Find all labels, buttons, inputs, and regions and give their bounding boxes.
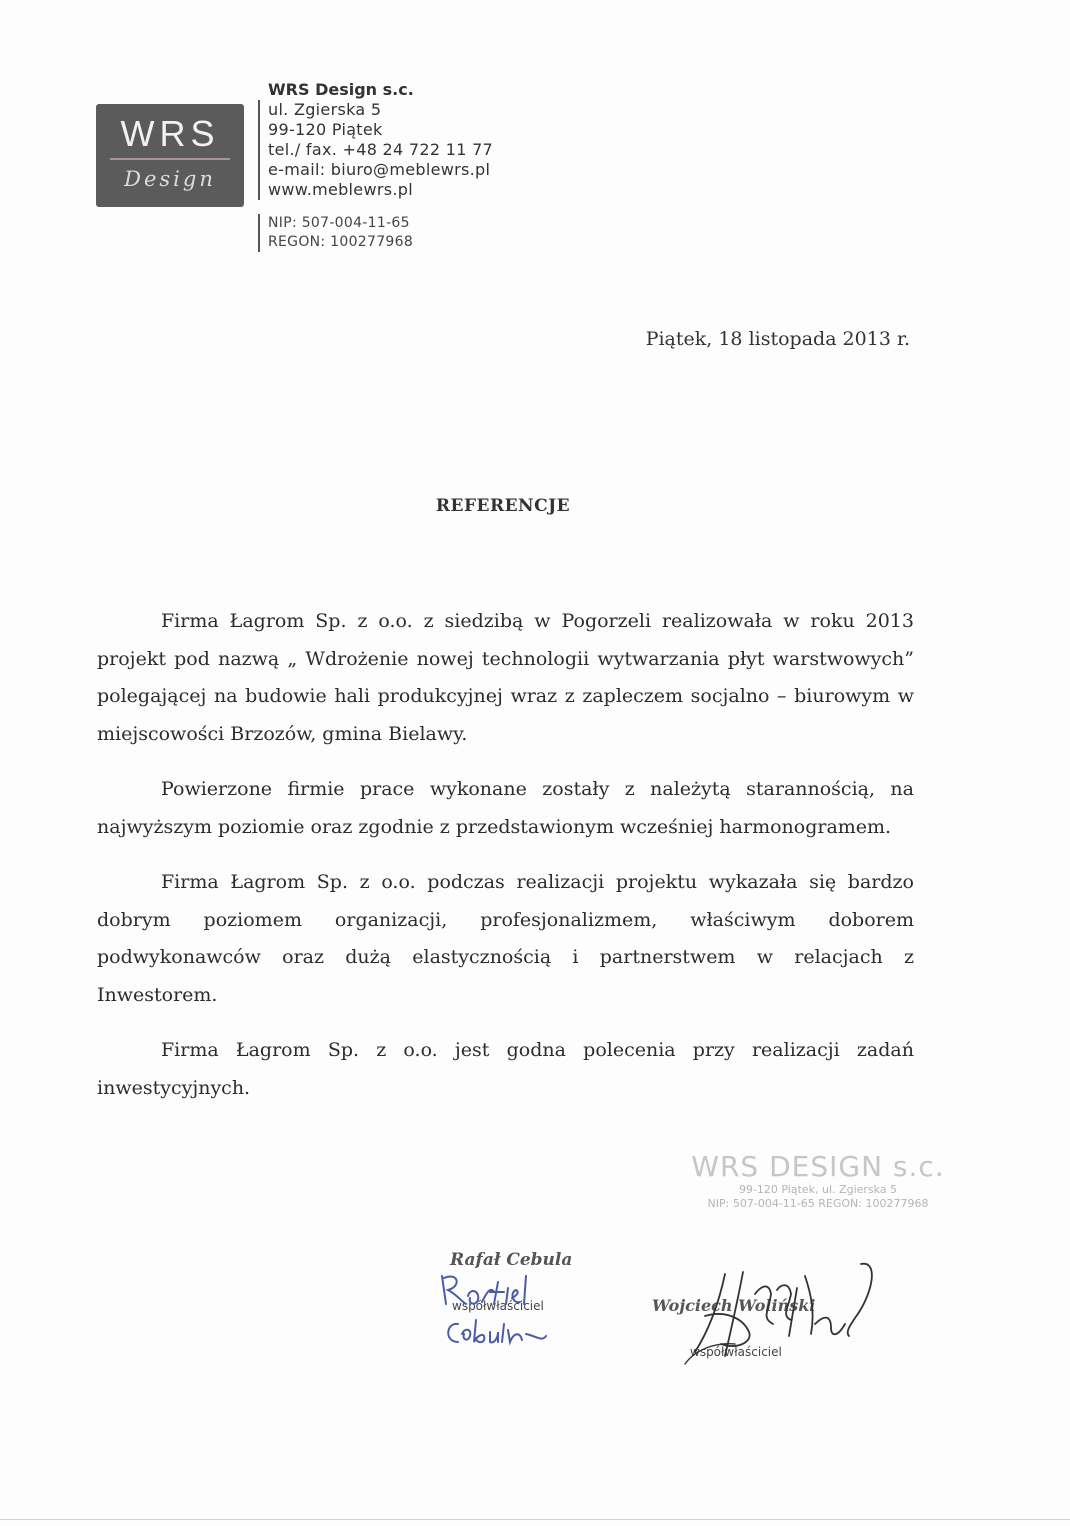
paragraph-3: Firma Łagrom Sp. z o.o. podczas realizacji projektu wykazała się bardzo dobrym poziomem organizacji, profesjonalizmem, właściwym doborem podwykonawców oraz dużą elastycznością i partnerstwem w relacjach z Inwestorem. [97,871,914,1006]
website: www.meblewrs.pl [268,180,413,199]
contact-block [258,100,493,200]
address-city: 99-120 Piątek [268,120,383,139]
letter-title: REFERENCJE [435,496,571,516]
signatory-1-role: współwłaściciel [452,1299,544,1313]
paragraph-4: Firma Łagrom Sp. z o.o. jest godna polecenia przy realizacji zadań inwestycyjnych. [97,1039,914,1099]
signatory-2-name: Wojciech Woliński [652,1296,816,1315]
company-name: WRS Design s.c. [268,80,414,99]
phone-fax: tel./ fax. +48 24 722 11 77 [268,140,494,159]
paragraph-1: Firma Łagrom Sp. z o.o. z siedzibą w Pogorzeli realizowała w roku 2013 projekt pod nazwą „ Wdrożenie nowej technologii wytwarzania płyt warstwowych” polegającej na budowie hali produkcyjnej wraz z zapleczem socjalno – biurowym w miejscowości Brzozów, gmina Bielawy. [97,610,914,745]
company-logo [96,104,244,207]
logo-sub-text: Design [124,167,216,191]
letter-body [97,603,914,1125]
registration-block [258,214,493,252]
paragraph-2: Powierzone firmie prace wykonane zostały z należytą starannością, na najwyższym poziomie oraz zgodnie z przedstawionym wcześniej harmonogramem. [97,778,914,838]
signatory-2-role: współwłaściciel [690,1345,782,1359]
nip-number: NIP: 507-004-11-65 [268,215,410,231]
signature-2-handwriting [665,1254,885,1374]
company-stamp [688,1150,948,1211]
stamp-address: 99-120 Piątek, ul. Zgierska 5 [738,1183,898,1196]
email: e-mail: biuro@meblewrs.pl [268,160,491,179]
page-edge-line [0,1519,1070,1520]
signature-1-handwriting [432,1262,582,1352]
regon-number: REGON: 100277968 [268,234,414,250]
letterhead [258,80,493,252]
letter-date: Piątek, 18 listopada 2013 r. [645,328,910,350]
stamp-company-name: WRS DESIGN s.c. [691,1150,945,1183]
logo-main-text: WRS [120,113,220,154]
stamp-ids: NIP: 507-004-11-65 REGON: 100277968 [707,1197,929,1210]
address-street: ul. Zgierska 5 [268,100,382,119]
signatory-1-name: Rafał Cebula [450,1250,573,1270]
